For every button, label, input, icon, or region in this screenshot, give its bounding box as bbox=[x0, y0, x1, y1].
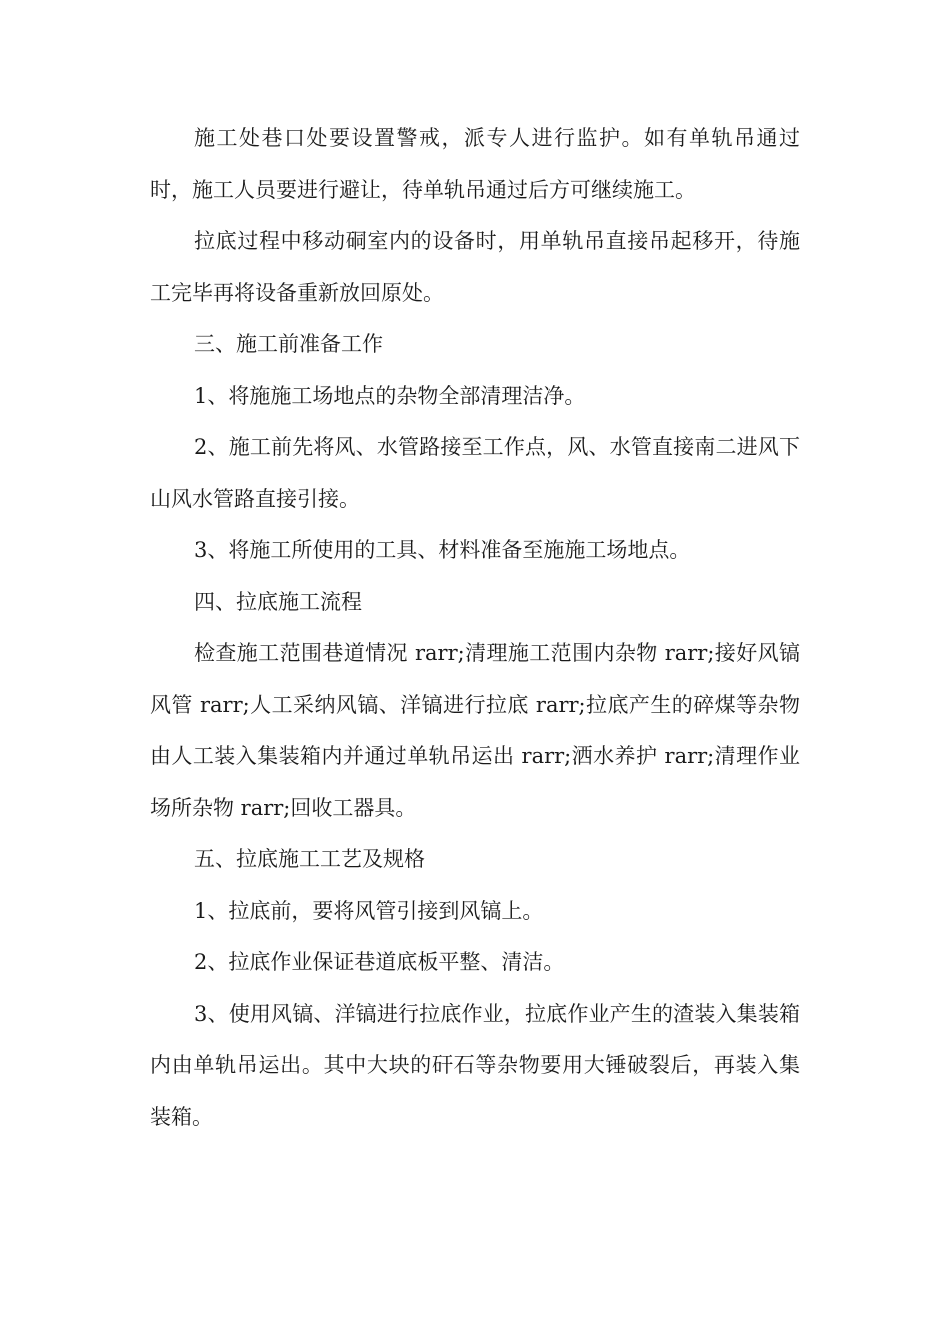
paragraph-prep-item-3: 3、将施工所使用的工具、材料准备至施施工场地点。 bbox=[194, 538, 691, 562]
document-body bbox=[150, 113, 800, 1143]
section-heading-specifications: 五、拉底施工工艺及规格 bbox=[194, 847, 425, 871]
paragraph-prep-item-1: 1、将施施工场地点的杂物全部清理洁净。 bbox=[194, 383, 586, 408]
paragraph-spec-item-3: 3、使用风镐、洋镐进行拉底作业，拉底作业产生的渣装入集装箱内由单轨吊运出。其中大块的矸石等杂物要用大锤破裂后，再装入集装箱。 bbox=[150, 1001, 800, 1129]
paragraph-process-flow: 检查施工范围巷道情况 rarr;清理施工范围内杂物 rarr;接好风镐风管 rarr;人工采纳风镐、洋镐进行拉底 rarr;拉底产生的碎煤等杂物由人工装入集装箱内并通过单轨吊运出 rarr;洒水养护 rarr;清理作业场所杂物 rarr;回收工器具。 bbox=[150, 641, 800, 820]
paragraph-move-equipment: 拉底过程中移动硐室内的设备时，用单轨吊直接吊起移开，待施工完毕再将设备重新放回原处。 bbox=[150, 229, 800, 305]
paragraph-warning-monitoring: 施工处巷口处要设置警戒，派专人进行监护。如有单轨吊通过时，施工人员要进行避让，待单轨吊通过后方可继续施工。 bbox=[150, 126, 800, 202]
section-heading-process: 四、拉底施工流程 bbox=[194, 589, 362, 614]
paragraph-prep-item-2: 2、施工前先将风、水管路接至工作点，风、水管直接南二进风下山风水管路直接引接。 bbox=[150, 435, 800, 511]
paragraph-spec-item-1: 1、拉底前，要将风管引接到风镐上。 bbox=[194, 898, 544, 923]
section-heading-preparation: 三、施工前准备工作 bbox=[194, 332, 383, 356]
paragraph-spec-item-2: 2、拉底作业保证巷道底板平整、清洁。 bbox=[194, 950, 565, 974]
